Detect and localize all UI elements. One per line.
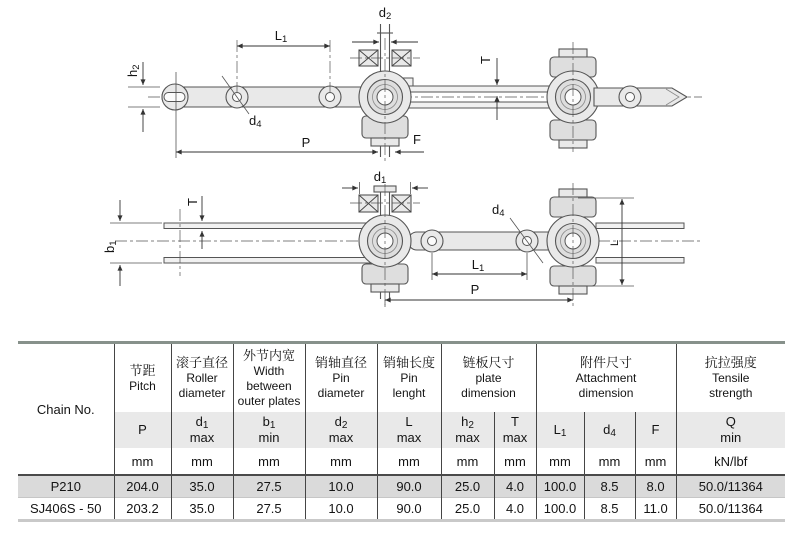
table-row [18, 498, 785, 520]
value-cell: 11.0 [635, 498, 676, 520]
chain-side-view [125, 5, 702, 163]
col-header-width-between-plates: 外节内宽 Width between outer plates [233, 344, 305, 412]
chain-spec-table [18, 344, 785, 519]
spec-table-section [18, 341, 785, 522]
subcol-h2: $h_2$ max [441, 412, 494, 448]
value-cell: 8.0 [635, 475, 676, 498]
roller-joint [350, 184, 420, 305]
col-header-pin-length: 销轴长度 Pin lenght [377, 344, 441, 412]
table-row [18, 475, 785, 498]
dim-label-d2: d2 [378, 5, 392, 22]
roller-joint [547, 183, 599, 308]
subcol-q: Q min [676, 412, 785, 448]
value-cell: 90.0 [377, 475, 441, 498]
subcol-f: F [635, 412, 676, 448]
dim-label-t: T [185, 198, 200, 206]
value-cell: 8.5 [584, 498, 635, 520]
col-header-tensile-strength: 抗拉强度 Tensile strength [676, 344, 785, 412]
value-cell: 50.0/11364 [676, 498, 785, 520]
value-cell: 35.0 [171, 498, 233, 520]
dim-label-l: L [609, 239, 621, 246]
value-cell: 10.0 [305, 475, 377, 498]
chain-no-cell: SJ406S - 50 [18, 498, 114, 520]
dim-label-d4: d4 [492, 202, 505, 219]
subcol-l1: $L_1$ [536, 412, 584, 448]
subcol-l: L max [377, 412, 441, 448]
subcol-d1: $d_1$ max [171, 412, 233, 448]
dim-label-d1: d1 [373, 169, 387, 186]
col-header-pitch: 节距 Pitch [114, 344, 171, 412]
roller-joint [350, 24, 420, 163]
value-cell: 25.0 [441, 475, 494, 498]
col-header-attachment-dimension: 附件尺寸 Attachment dimension [536, 344, 676, 412]
unit-cell: mm [536, 448, 584, 475]
dimensions-side-view [125, 5, 497, 158]
value-cell: 90.0 [377, 498, 441, 520]
unit-cell: mm [305, 448, 377, 475]
value-cell: 27.5 [233, 475, 305, 498]
attachment-link-plate [408, 230, 569, 252]
unit-cell: mm [171, 448, 233, 475]
unit-cell: mm [584, 448, 635, 475]
value-cell: 25.0 [441, 498, 494, 520]
table-bottom-rule [18, 519, 785, 522]
dim-label-d4: d4 [249, 113, 262, 130]
value-cell: 8.5 [584, 475, 635, 498]
unit-cell: mm [494, 448, 536, 475]
col-header-roller-diameter: 滚子直径 Roller diameter [171, 344, 233, 412]
unit-cell: mm [441, 448, 494, 475]
dim-label-h2: h2 [125, 64, 142, 77]
subcol-d4: $d_4$ [584, 412, 635, 448]
subcol-d2: $d_2$ max [305, 412, 377, 448]
value-cell: 4.0 [494, 498, 536, 520]
unit-cell: mm [635, 448, 676, 475]
value-cell: 100.0 [536, 498, 584, 520]
dim-label-p: P [470, 282, 480, 297]
dim-label-l1: L1 [274, 28, 288, 45]
subcol-b1: $b_1$ min [233, 412, 305, 448]
value-cell: 27.5 [233, 498, 305, 520]
dim-label-p: P [301, 135, 311, 150]
value-cell: 4.0 [494, 475, 536, 498]
subcol-p: P [114, 412, 171, 448]
value-cell: 100.0 [536, 475, 584, 498]
unit-cell: mm [114, 448, 171, 475]
link-plate-break [594, 86, 687, 108]
value-cell: 35.0 [171, 475, 233, 498]
col-header-pin-diameter: 销轴直径 Pin diameter [305, 344, 377, 412]
col-header-chain-no: Chain No. [36, 401, 95, 417]
dim-label-l1: L1 [471, 257, 485, 274]
value-cell: 204.0 [114, 475, 171, 498]
col-header-plate-dimension: 链板尺寸 plate dimension [441, 344, 536, 412]
dim-label-b1: b1 [102, 240, 119, 253]
chain-no-cell: P210 [18, 475, 114, 498]
value-cell: 50.0/11364 [676, 475, 785, 498]
subcol-t: T max [494, 412, 536, 448]
chain-plan-view [102, 169, 702, 308]
roller-joint [547, 42, 599, 152]
unit-cell: mm [377, 448, 441, 475]
dim-label-f: F [413, 132, 421, 147]
attachment-link-plate [162, 84, 393, 110]
unit-cell: mm [233, 448, 305, 475]
value-cell: 203.2 [114, 498, 171, 520]
value-cell: 10.0 [305, 498, 377, 520]
unit-cell: kN/lbf [676, 448, 785, 475]
dim-label-t: T [478, 56, 493, 64]
